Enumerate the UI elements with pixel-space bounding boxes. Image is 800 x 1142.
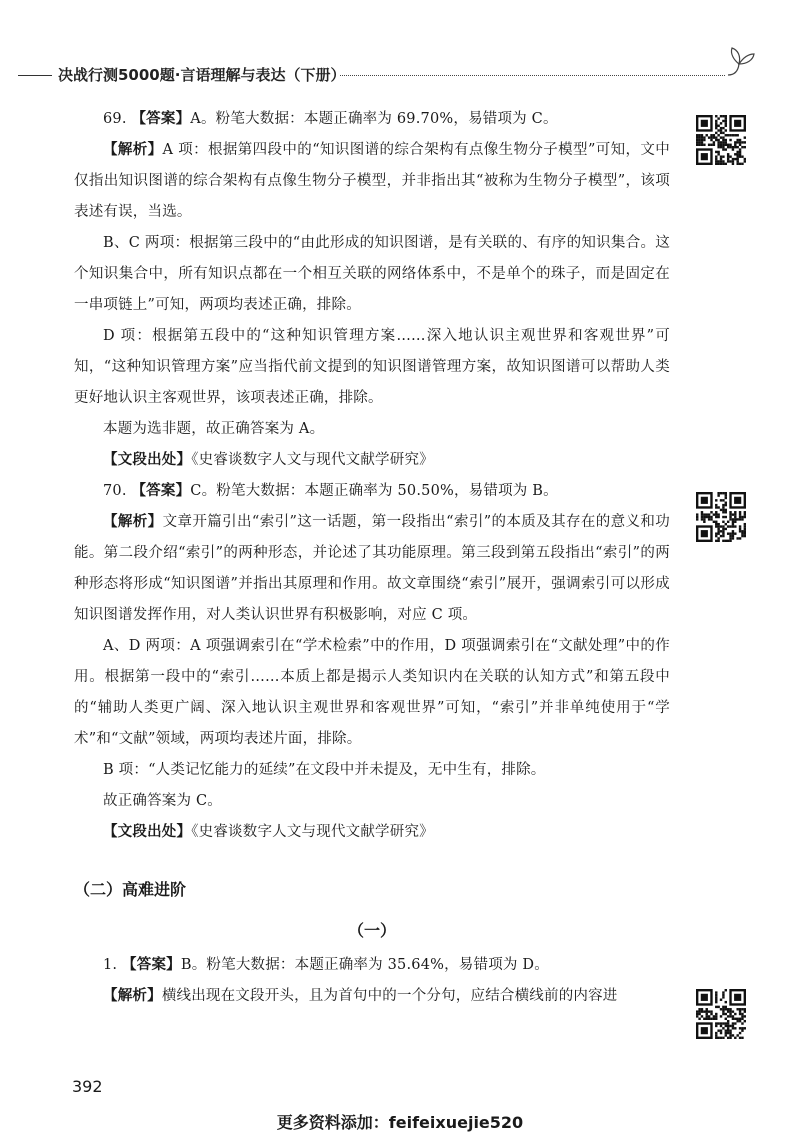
header-title: 决战行测5000题·言语理解与表达（下册） <box>58 66 346 84</box>
qr-code-icon[interactable] <box>696 989 746 1039</box>
analysis-70: 【解析】文章开篇引出“索引”这一话题，第一段指出“索引”的本质及其存在的意义和功能。第二段介绍“索引”的两种形态，并论述了其功能原理。第三段到第五段指出“索引”的两种形态将形成“知识图谱”并指出其原理和作用。故文章围绕“索引”展开，强调索引可以形成知识图谱发挥作用，对人类认识世界有积极影响，对应 C 项。 <box>74 514 670 623</box>
answer-70: 70. 【答案】C。粉笔大数据：本题正确率为 50.50%，易错项为 B。 <box>103 483 558 499</box>
analysis-69: 【解析】A 项：根据第四段中的“知识图谱的综合架构有点像生物分子模型”可知，文中仅指出知识图谱的综合架构有点像生物分子模型，并非指出其“被称为生物分子模型”，该项表述有误，当选。 <box>74 142 670 220</box>
page-number: 392 <box>72 1077 103 1096</box>
qr-code-icon[interactable] <box>696 492 746 542</box>
qr-code-icon[interactable] <box>696 115 746 165</box>
analysis-70-ad: A、D 两项：A 项强调索引在“学术检索”中的作用，D 项强调索引在“文献处理”中的作用。根据第一段中的“索引……本质上都是揭示人类知识内在关联的认知方式”和第五段中的“辅助人类更广阔、深入地认识主观世界和客观世界”可知，“索引”并非单纯使用于“学术”和“文献”领域，两项均表述片面，排除。 <box>74 638 670 747</box>
analysis-69-bc: B、C 两项：根据第三段中的“由此形成的知识图谱，是有关联的、有序的知识集合。这个知识集合中，所有知识点都在一个相互关联的网络体系中，不是单个的珠子，而是固定在一串项链上”可知，两项均表述正确，排除。 <box>74 235 670 313</box>
analysis-1: 【解析】横线出现在文段开头，且为首句中的一个分句，应结合横线前的内容进 <box>103 988 618 1004</box>
page-header <box>0 0 800 100</box>
conclusion-69: 本题为选非题，故正确答案为 A。 <box>103 421 325 437</box>
leaf-icon <box>724 44 756 82</box>
source-69: 【文段出处】《史睿谈数字人文与现代文献学研究》 <box>103 452 434 468</box>
analysis-69-d: D 项：根据第五段中的“这种知识管理方案……深入地认识主观世界和客观世界”可知，“这种知识管理方案”应当指代前文提到的知识图谱管理方案，故知识图谱可以帮助人类更好地认识主客观世界，该项表述正确，排除。 <box>74 328 670 406</box>
header-rule-right <box>340 75 725 76</box>
conclusion-70: 故正确答案为 C。 <box>103 793 223 809</box>
header-rule-left <box>18 75 52 76</box>
section-subtitle: （一） <box>347 921 396 940</box>
analysis-70-b: B 项：“人类记忆能力的延续”在文段中并未提及，无中生有，排除。 <box>103 762 546 778</box>
source-70: 【文段出处】《史睿谈数字人文与现代文献学研究》 <box>103 824 434 840</box>
footer-note: 更多资料添加：feifeixuejie520 <box>276 1113 524 1132</box>
answer-1: 1. 【答案】B。粉笔大数据：本题正确率为 35.64%，易错项为 D。 <box>103 957 549 973</box>
section-title: （二）高难进阶 <box>74 880 187 899</box>
answer-content <box>74 104 670 1012</box>
answer-69: 69. 【答案】A。粉笔大数据：本题正确率为 69.70%，易错项为 C。 <box>103 111 558 127</box>
